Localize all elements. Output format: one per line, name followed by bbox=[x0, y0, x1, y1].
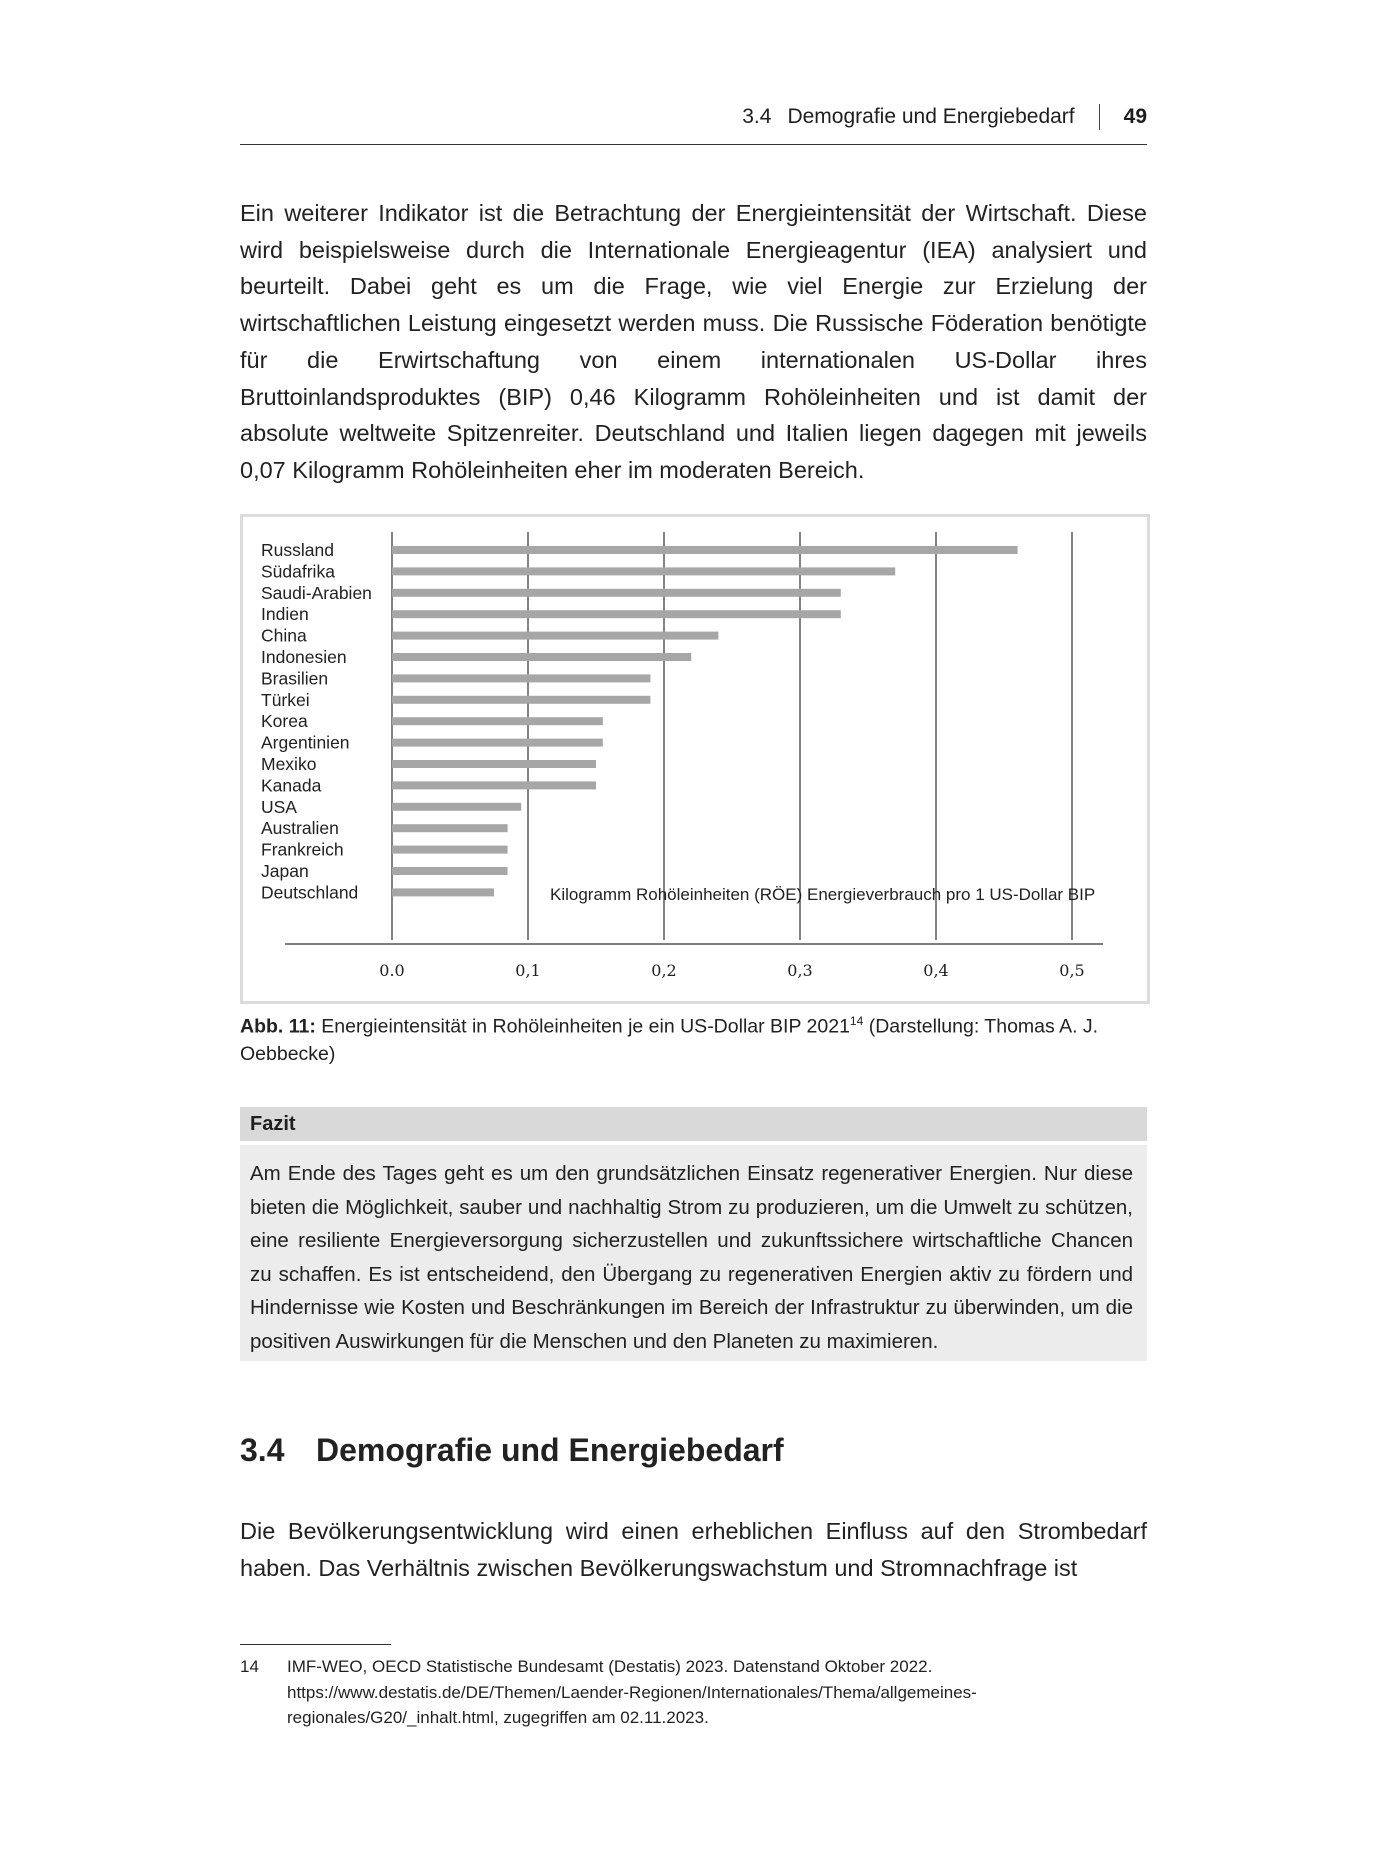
bar bbox=[392, 546, 1018, 554]
bar bbox=[392, 696, 650, 704]
category-label: Japan bbox=[261, 861, 309, 881]
bar bbox=[392, 803, 521, 811]
category-label: Argentinien bbox=[261, 732, 350, 753]
header-separator bbox=[1099, 104, 1100, 130]
x-tick-label: 0,4 bbox=[923, 961, 949, 980]
category-label: Südafrika bbox=[261, 561, 335, 582]
chart-annotation: Kilogramm Rohöleinheiten (RÖE) Energieverbrauch pro 1 US-Dollar BIP bbox=[550, 885, 1096, 904]
bar-chart bbox=[243, 517, 1147, 1001]
caption-label: Abb. 11: bbox=[240, 1015, 316, 1038]
bar bbox=[392, 610, 841, 618]
footnote-number: 14 bbox=[240, 1657, 259, 1676]
header-section-number: 3.4 bbox=[742, 105, 772, 128]
running-header bbox=[240, 104, 1147, 145]
category-label: Indonesien bbox=[261, 647, 347, 667]
category-label: Brasilien bbox=[261, 668, 329, 689]
bar bbox=[392, 567, 895, 575]
bar bbox=[392, 653, 691, 661]
bar bbox=[392, 846, 508, 854]
bar bbox=[392, 867, 508, 875]
bar bbox=[392, 824, 508, 832]
x-tick-label: 0,1 bbox=[515, 961, 541, 980]
footnote-rule bbox=[240, 1644, 391, 1645]
figure-caption bbox=[240, 1008, 1147, 1068]
bar bbox=[392, 717, 603, 725]
header-section-title: Demografie und Energiebedarf bbox=[787, 105, 1075, 128]
figure-chart bbox=[240, 514, 1150, 1004]
category-label: Saudi-Arabien bbox=[261, 582, 372, 603]
bar bbox=[392, 674, 650, 682]
bar bbox=[392, 739, 603, 747]
caption-text: Energieintensität in Rohöleinheiten je ein US-Dollar BIP 2021 bbox=[315, 1015, 850, 1038]
fazit-header bbox=[240, 1107, 1147, 1141]
bar bbox=[392, 781, 596, 789]
section-title: Demografie und Energiebedarf bbox=[316, 1432, 784, 1468]
caption-footnote-ref: 14 bbox=[849, 1014, 864, 1028]
footnote bbox=[240, 1654, 1147, 1731]
caption-text-after: (Darstellung: Thomas A. J. Oebbecke) bbox=[240, 1015, 1099, 1065]
category-label: China bbox=[261, 625, 307, 646]
x-tick-label: 0,5 bbox=[1059, 961, 1085, 980]
category-label: Türkei bbox=[261, 689, 310, 710]
category-label: Russland bbox=[261, 540, 334, 560]
category-label: Mexiko bbox=[261, 754, 317, 774]
x-tick-label: 0,3 bbox=[787, 961, 813, 980]
fazit-body: Am Ende des Tages geht es um den grundsätzlichen Einsatz regenerativer Energien. Nur diese bieten die Möglichkeit, sauber und nachhaltig Strom zu produzieren, um die Umwelt zu schützen, eine resiliente Energieversorgung sicherzustellen und zukunftssichere wirtschaftliche Chancen zu schaffen. Es ist entscheidend, den Übergang zu regenerativen Energien aktiv zu fördern und Hindernisse wie Kosten und Beschränkungen im Bereich der Infrastruktur zu überwinden, um die positiven Auswirkungen für die Menschen und den Planeten zu maximieren. bbox=[240, 1145, 1147, 1361]
body-paragraph-1: Ein weiterer Indikator ist die Betrachtung der Energieintensität der Wirtschaft. Diese wird beispielsweise durch die Internationale Energieagentur (IEA) analysiert und beurteilt. Dabei geht es um die Frage, wie viel Energie zur Erzielung der wirtschaftlichen Leistung eingesetzt werden muss. Die Russische Föderation benötigte für die Erwirtschaftung von einem internationalen US-Dollar ihres Bruttoinlandsproduktes (BIP) 0,46 Kilogramm Rohöleinheiten und ist damit der absolute weltweite Spitzenreiter. Deutschland und Italien liegen dagegen mit jeweils 0,07 Kilogramm Rohöleinheiten eher im moderaten Bereich. bbox=[240, 200, 1147, 483]
category-label: USA bbox=[261, 796, 297, 817]
footnote-text: IMF-WEO, OECD Statistische Bundesamt (Destatis) 2023. Datenstand Oktober 2022. https://www.destatis.de/DE/Themen/Laender-Regionen/Internationales/Thema/allgemeines-regionales/G20/_inhalt.html, zugegriffen am 02.11.2023. bbox=[287, 1657, 977, 1727]
category-label: Australien bbox=[261, 818, 339, 839]
bar bbox=[392, 760, 596, 768]
page-number: 49 bbox=[1123, 105, 1147, 128]
category-label: Korea bbox=[261, 711, 308, 732]
bar bbox=[392, 888, 494, 896]
body-paragraph-2: Die Bevölkerungsentwicklung wird einen erheblichen Einfluss auf den Strombedarf haben. Das Verhältnis zwischen Bevölkerungswachstum und Stromnachfrage ist bbox=[240, 1518, 1147, 1581]
category-label: Deutschland bbox=[261, 882, 359, 903]
section-number: 3.4 bbox=[240, 1432, 285, 1468]
section-heading bbox=[240, 1432, 784, 1469]
fazit-title: Fazit bbox=[250, 1113, 296, 1135]
bar bbox=[392, 589, 841, 597]
category-label: Kanada bbox=[261, 775, 322, 796]
bar bbox=[392, 632, 718, 640]
category-label: Indien bbox=[261, 604, 309, 625]
x-tick-label: 0.0 bbox=[379, 961, 405, 980]
category-label: Frankreich bbox=[261, 839, 344, 860]
x-tick-label: 0,2 bbox=[651, 961, 677, 980]
